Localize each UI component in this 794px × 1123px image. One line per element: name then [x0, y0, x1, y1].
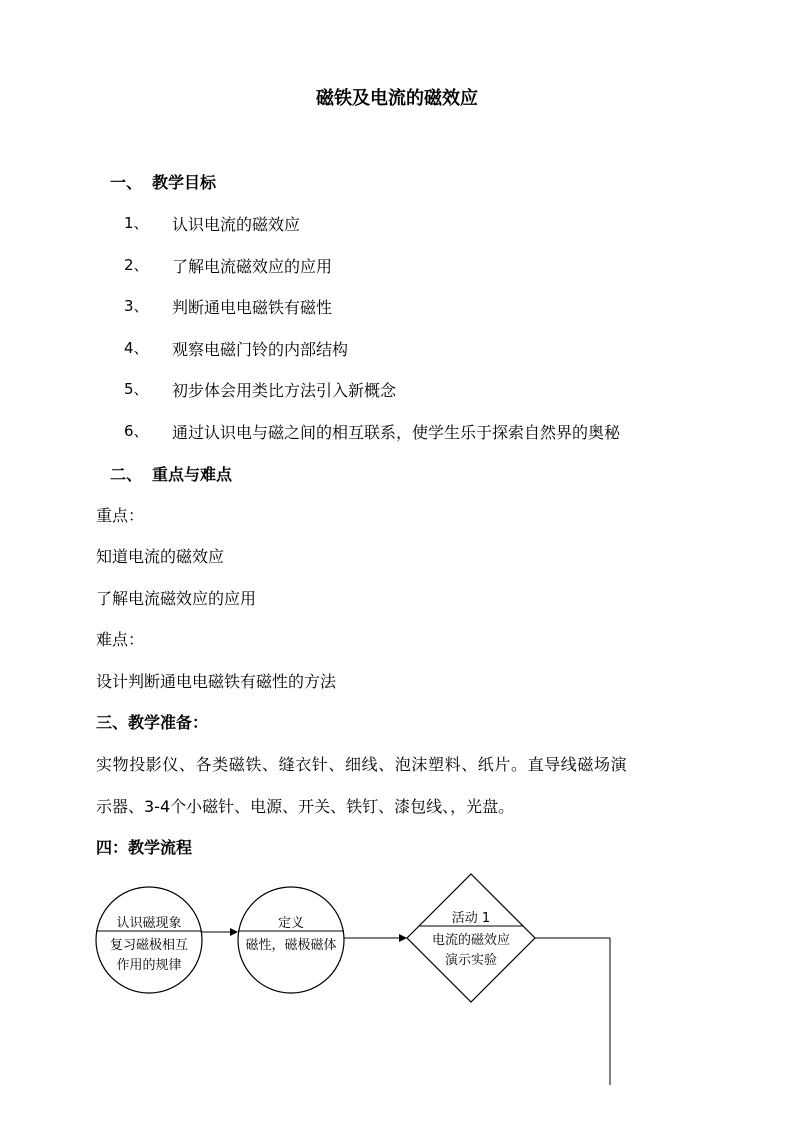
materials-line: 实物投影仪、各类磁铁、缝衣针、细线、泡沫塑料、纸片。直导线磁场演: [96, 755, 628, 774]
flow-node-text: 作用的规律: [116, 958, 182, 973]
objective-number: 3、: [124, 297, 149, 315]
difficulty-item: 设计判断通电电磁铁有磁性的方法: [96, 672, 337, 691]
objective-text: 认识电流的磁效应: [172, 215, 301, 234]
objective-text: 判断通电电磁铁有磁性: [172, 298, 333, 317]
flow-arrow: [202, 928, 238, 936]
flow-node-definition: [238, 887, 344, 993]
section4-heading: 四：教学流程: [96, 838, 193, 857]
section1-heading-number: 一、: [110, 173, 143, 192]
objective-text: 初步体会用类比方法引入新概念: [172, 381, 397, 400]
page-title: 磁铁及电流的磁效应: [316, 88, 478, 109]
flow-node-activity-1: [407, 874, 535, 1002]
section2-heading: 重点与难点: [152, 465, 233, 484]
section1-heading: 教学目标: [152, 173, 217, 192]
objective-number: 6、: [124, 422, 149, 440]
section2-heading-number: 二、: [110, 465, 143, 484]
objective-number: 2、: [124, 256, 149, 274]
objective-text: 通过认识电与磁之间的相互联系，使学生乐于探索自然界的奥秘: [172, 423, 621, 442]
objective-text: 观察电磁门铃的内部结构: [172, 340, 349, 359]
flow-node-top-text: 活动 1: [451, 911, 491, 926]
key-point-item: 了解电流磁效应的应用: [96, 589, 257, 608]
flow-connector: [535, 938, 610, 1085]
objective-number: 5、: [124, 380, 149, 398]
objective-text: 了解电流磁效应的应用: [172, 257, 333, 276]
flow-arrow: [344, 934, 407, 942]
objective-number: 4、: [124, 339, 149, 357]
section3-heading: 三、教学准备：: [96, 713, 209, 732]
materials-line: 示器、3-4个小磁针、电源、开关、铁钉、漆包线、，光盘。: [96, 797, 515, 816]
flow-node-recognize-magnetism: [96, 887, 202, 993]
key-points-label: 重点：: [96, 506, 145, 525]
flow-node-top-text: 定义: [277, 916, 305, 931]
flow-node-top-text: 认识磁现象: [116, 916, 182, 931]
objective-number: 1、: [124, 214, 149, 232]
flow-node-text: 复习磁极相互: [109, 938, 189, 953]
flow-node-text: 演示实验: [444, 953, 498, 968]
flow-node-text: 电流的磁效应: [431, 933, 511, 948]
difficulty-label: 难点：: [96, 630, 145, 649]
flow-node-text: 磁性，磁极磁体: [245, 938, 337, 953]
key-point-item: 知道电流的磁效应: [96, 547, 225, 566]
